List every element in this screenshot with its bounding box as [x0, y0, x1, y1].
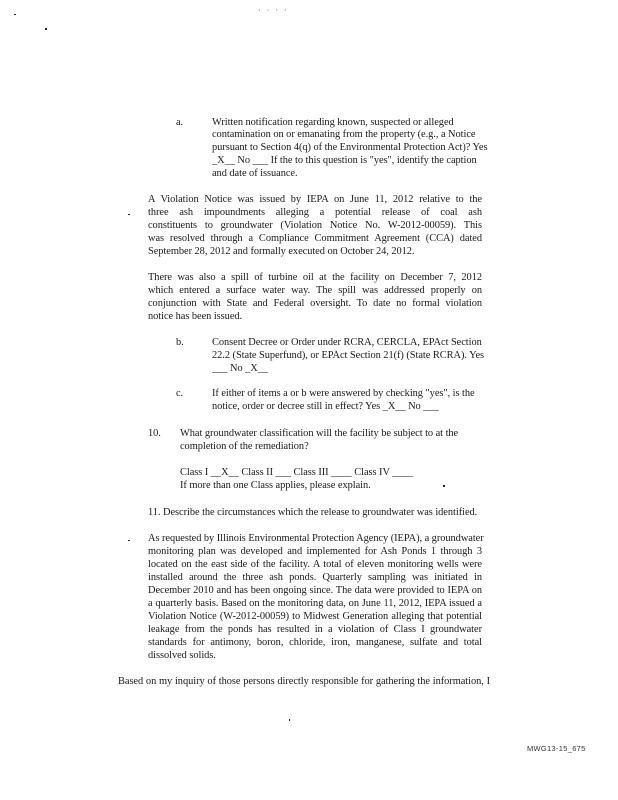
violation-notice-line: was resolved through a Compliance Commitment Agreement (CCA) dated	[148, 233, 482, 244]
groundwater-class-line: Class I __X__ Class II ___ Class III ____ Class IV ____	[180, 467, 413, 478]
item-10-line: What groundwater classification will the facility be subject to at the	[180, 428, 459, 439]
iepa-line: As requested by Illinois Environmental Protection Agency (IEPA), a groundwater	[148, 533, 484, 544]
violation-notice-line: three ash impoundments alleging a potential release of coal ash	[148, 207, 482, 218]
item-c-line: If either of items a or b were answered by checking "yes", is the	[212, 388, 475, 399]
item-c-label: c.	[176, 388, 184, 399]
item-10-label: 10.	[148, 428, 161, 439]
scan-speck	[289, 719, 290, 721]
item-a-line: and date of issuance.	[212, 168, 298, 179]
item-b-line: 22.2 (State Superfund), or EPAct Section 21(f) (State RCRA). Yes	[212, 350, 485, 361]
iepa-line: located on the east side of the facility. A total of eleven monitoring wells were	[148, 559, 482, 570]
spill-line: notice has been issued.	[148, 311, 243, 322]
violation-notice-line: constituents to groundwater (Violation Notice No. W-2012-00059). This	[148, 220, 482, 231]
item-b-line: ___ No _X__	[212, 363, 269, 374]
groundwater-class-note: If more than one Class applies, please explain.	[180, 480, 371, 491]
spill-line: conjunction with State and Federal oversight. To date no formal violation	[148, 298, 482, 309]
iepa-line: a quarterly basis. Based on the monitoring data, on June 11, 2012, IEPA issued a	[148, 598, 482, 609]
scan-speck	[443, 485, 445, 487]
iepa-line: December 2010 and has been ongoing since. The data were provided to IEPA on	[148, 585, 482, 596]
closing-line: Based on my inquiry of those persons directly responsible for gathering the information, I	[118, 676, 490, 687]
iepa-line: installed around the three ash ponds. Quarterly sampling was initiated in	[148, 572, 482, 583]
iepa-line: monitoring plan was developed and implemented for Ash Ponds 1 through 3	[148, 546, 482, 557]
item-c-line: notice, order or decree still in effect? Yes _X__ No ___	[212, 401, 439, 412]
iepa-line: Violation Notice (W-2012-00059) to Midwest Generation alleging that potential	[148, 611, 482, 622]
item-10-line: completion of the remediation?	[180, 441, 309, 452]
violation-notice-line: September 28, 2012 and formally executed on October 24, 2012.	[148, 246, 415, 257]
item-a-line: _X__ No ___ If the to this question is "yes", identify the caption	[212, 155, 477, 166]
iepa-line: standards for antimony, boron, chloride, iron, manganese, sulfate and total	[148, 637, 482, 648]
item-a-line: contamination on or emanating from the property (e.g., a Notice	[212, 129, 476, 140]
spill-line: There was also a spill of turbine oil at the facility on December 7, 2012	[148, 272, 482, 283]
item-b-label: b.	[176, 337, 184, 348]
scan-speck	[128, 540, 130, 541]
iepa-line: leakage from the ponds has resulted in a violation of Class I groundwater	[148, 624, 482, 635]
scan-speck	[128, 214, 130, 215]
iepa-line: dissolved solids.	[148, 650, 216, 661]
bates-number: MWG13-15_675	[527, 744, 586, 753]
spill-line: which entered a surface water way. The spill was addressed properly on	[148, 285, 482, 296]
item-a-label: a.	[176, 117, 184, 128]
scan-speck	[14, 14, 16, 15]
violation-notice-line: A Violation Notice was issued by IEPA on June 11, 2012 relative to the	[148, 194, 482, 205]
header-marks: · · · ·	[258, 6, 289, 15]
item-b-line: Consent Decree or Order under RCRA, CERCLA, EPAct Section	[212, 337, 482, 348]
item-11-heading: 11. Describe the circumstances which the release to groundwater was identified.	[148, 507, 478, 518]
item-a-line: Written notification regarding known, suspected or alleged	[212, 117, 454, 128]
item-a-line: pursuant to Section 4(q) of the Environmental Protection Act)? Yes	[212, 142, 488, 153]
scan-speck	[45, 28, 47, 30]
